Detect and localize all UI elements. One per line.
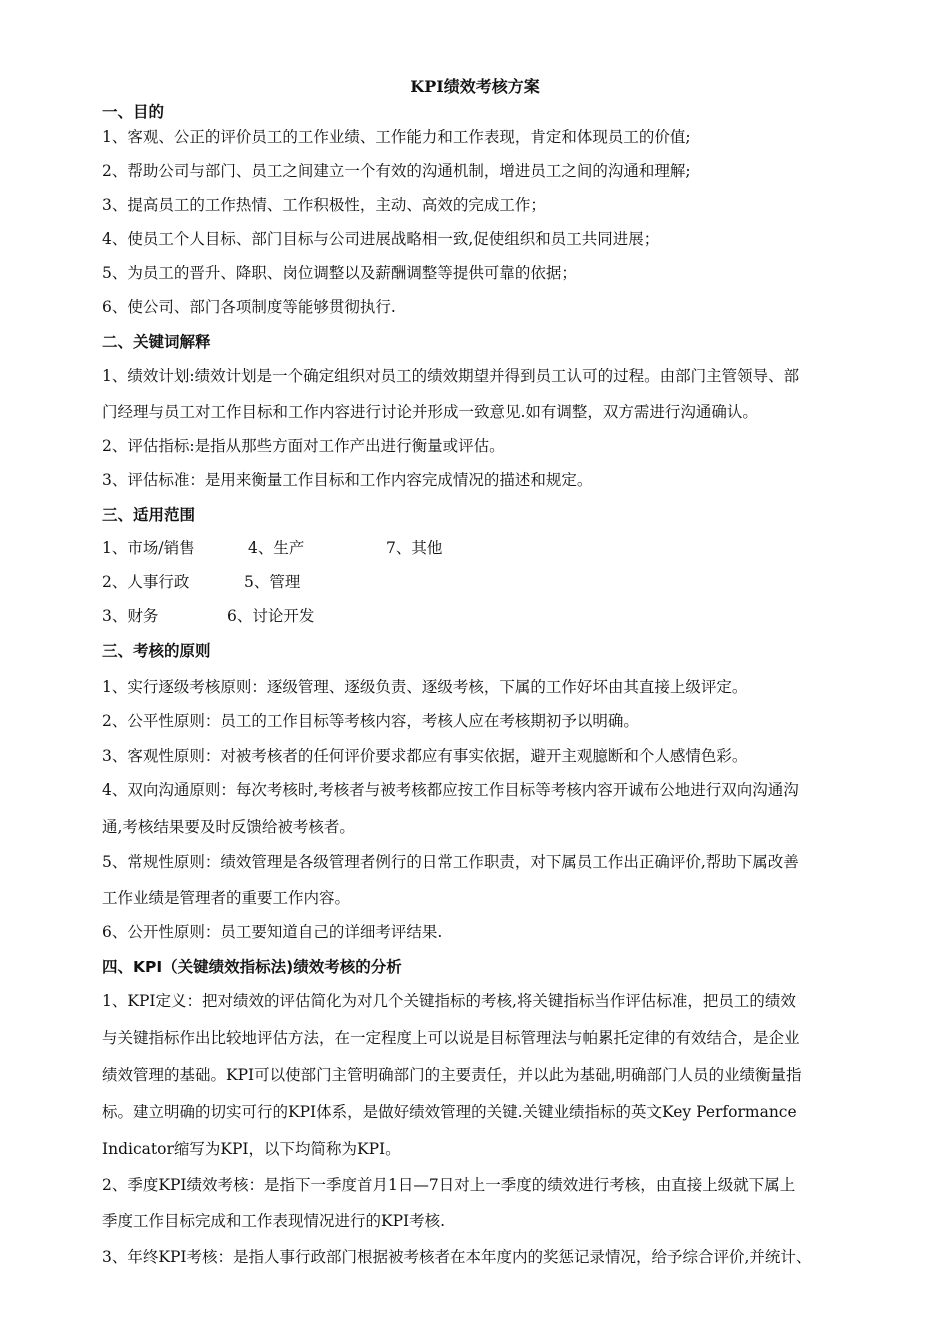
paragraph-line: 1、实行逐级考核原则：逐级管理、逐级负责、逐级考核，下属的工作好坏由其直接上级评定。 — [102, 678, 748, 696]
scope-item: 4、生产 — [248, 539, 305, 557]
paragraph-line: 5、常规性原则：绩效管理是各级管理者例行的日常工作职责，对下属员工作出正确评价,帮助下属改善 — [102, 853, 799, 871]
scope-item: 7、其他 — [386, 539, 443, 557]
scope-item: 5、管理 — [244, 573, 301, 591]
paragraph-line: 绩效管理的基础。KPI可以使部门主管明确部门的主要责任，并以此为基础,明确部门人员的业绩衡量指 — [102, 1066, 802, 1084]
paragraph-line: 3、评估标准：是用来衡量工作目标和工作内容完成情况的描述和规定。 — [102, 471, 593, 489]
paragraph-line: 6、使公司、部门各项制度等能够贯彻执行. — [102, 298, 396, 316]
paragraph-line: 4、双向沟通原则：每次考核时,考核者与被考核都应按工作目标等考核内容开诚布公地进行双向沟通沟 — [102, 781, 799, 799]
paragraph-line: 6、公开性原则：员工要知道自己的详细考评结果. — [102, 923, 443, 941]
paragraph-line: 1、绩效计划:绩效计划是一个确定组织对员工的绩效期望并得到员工认可的过程。由部门主管领导、部 — [102, 367, 800, 385]
section-heading-principles: 三、考核的原则 — [102, 642, 211, 660]
scope-item: 2、人事行政 — [102, 573, 190, 591]
section-heading-kpi-analysis: 四、KPI（关键绩效指标法)绩效考核的分析 — [102, 958, 402, 976]
section-heading-scope: 三、适用范围 — [102, 506, 196, 524]
paragraph-line: 4、使员工个人目标、部门目标与公司进展战略相一致,促使组织和员工共同进展； — [102, 230, 660, 248]
paragraph-line: 工作业绩是管理者的重要工作内容。 — [102, 889, 351, 907]
paragraph-line: 5、为员工的晋升、降职、岗位调整以及薪酬调整等提供可靠的依据； — [102, 264, 577, 282]
paragraph-line: 1、KPI定义：把对绩效的评估简化为对几个关键指标的考核,将关键指标当作评估标准，把员工的绩效 — [102, 992, 796, 1010]
paragraph-line: Indicator缩写为KPI，以下均简称为KPI。 — [102, 1140, 401, 1158]
section-heading-purpose: 一、目的 — [102, 103, 165, 121]
scope-item: 3、财务 — [102, 607, 159, 625]
paragraph-line: 与关键指标作出比较地评估方法，在一定程度上可以说是目标管理法与帕累托定律的有效结合，是企业 — [102, 1029, 800, 1047]
paragraph-line: 2、帮助公司与部门、员工之间建立一个有效的沟通机制，增进员工之间的沟通和理解; — [102, 162, 691, 180]
scope-item: 1、市场/销售 — [102, 539, 195, 557]
paragraph-line: 3、提高员工的工作热情、工作积极性，主动、高效的完成工作； — [102, 196, 546, 214]
paragraph-line: 通,考核结果要及时反馈给被考核者。 — [102, 818, 355, 836]
paragraph-line: 2、季度KPI绩效考核：是指下一季度首月1日—7日对上一季度的绩效进行考核，由直接上级就下属上 — [102, 1176, 796, 1194]
paragraph-line: 2、公平性原则：员工的工作目标等考核内容，考核人应在考核期初予以明确。 — [102, 712, 639, 730]
document-title: KPI绩效考核方案 — [410, 77, 540, 96]
paragraph-line: 2、评估指标:是指从那些方面对工作产出进行衡量或评估。 — [102, 437, 505, 455]
paragraph-line: 标。建立明确的切实可行的KPI体系，是做好绩效管理的关键.关键业绩指标的英文Key Performance — [102, 1103, 797, 1121]
scope-item: 6、讨论开发 — [227, 607, 315, 625]
paragraph-line: 3、年终KPI考核：是指人事行政部门根据被考核者在本年度内的奖惩记录情况，给予综合评价,并统计、 — [102, 1248, 812, 1266]
paragraph-line: 季度工作目标完成和工作表现情况进行的KPI考核. — [102, 1212, 446, 1230]
section-heading-keywords: 二、关键词解释 — [102, 333, 211, 351]
paragraph-line: 1、客观、公正的评价员工的工作业绩、工作能力和工作表现，肯定和体现员工的价值; — [102, 128, 691, 146]
paragraph-line: 3、客观性原则：对被考核者的任何评价要求都应有事实依据，避开主观臆断和个人感情色彩。 — [102, 747, 748, 765]
paragraph-line: 门经理与员工对工作目标和工作内容进行讨论并形成一致意见.如有调整，双方需进行沟通确认。 — [102, 403, 758, 421]
